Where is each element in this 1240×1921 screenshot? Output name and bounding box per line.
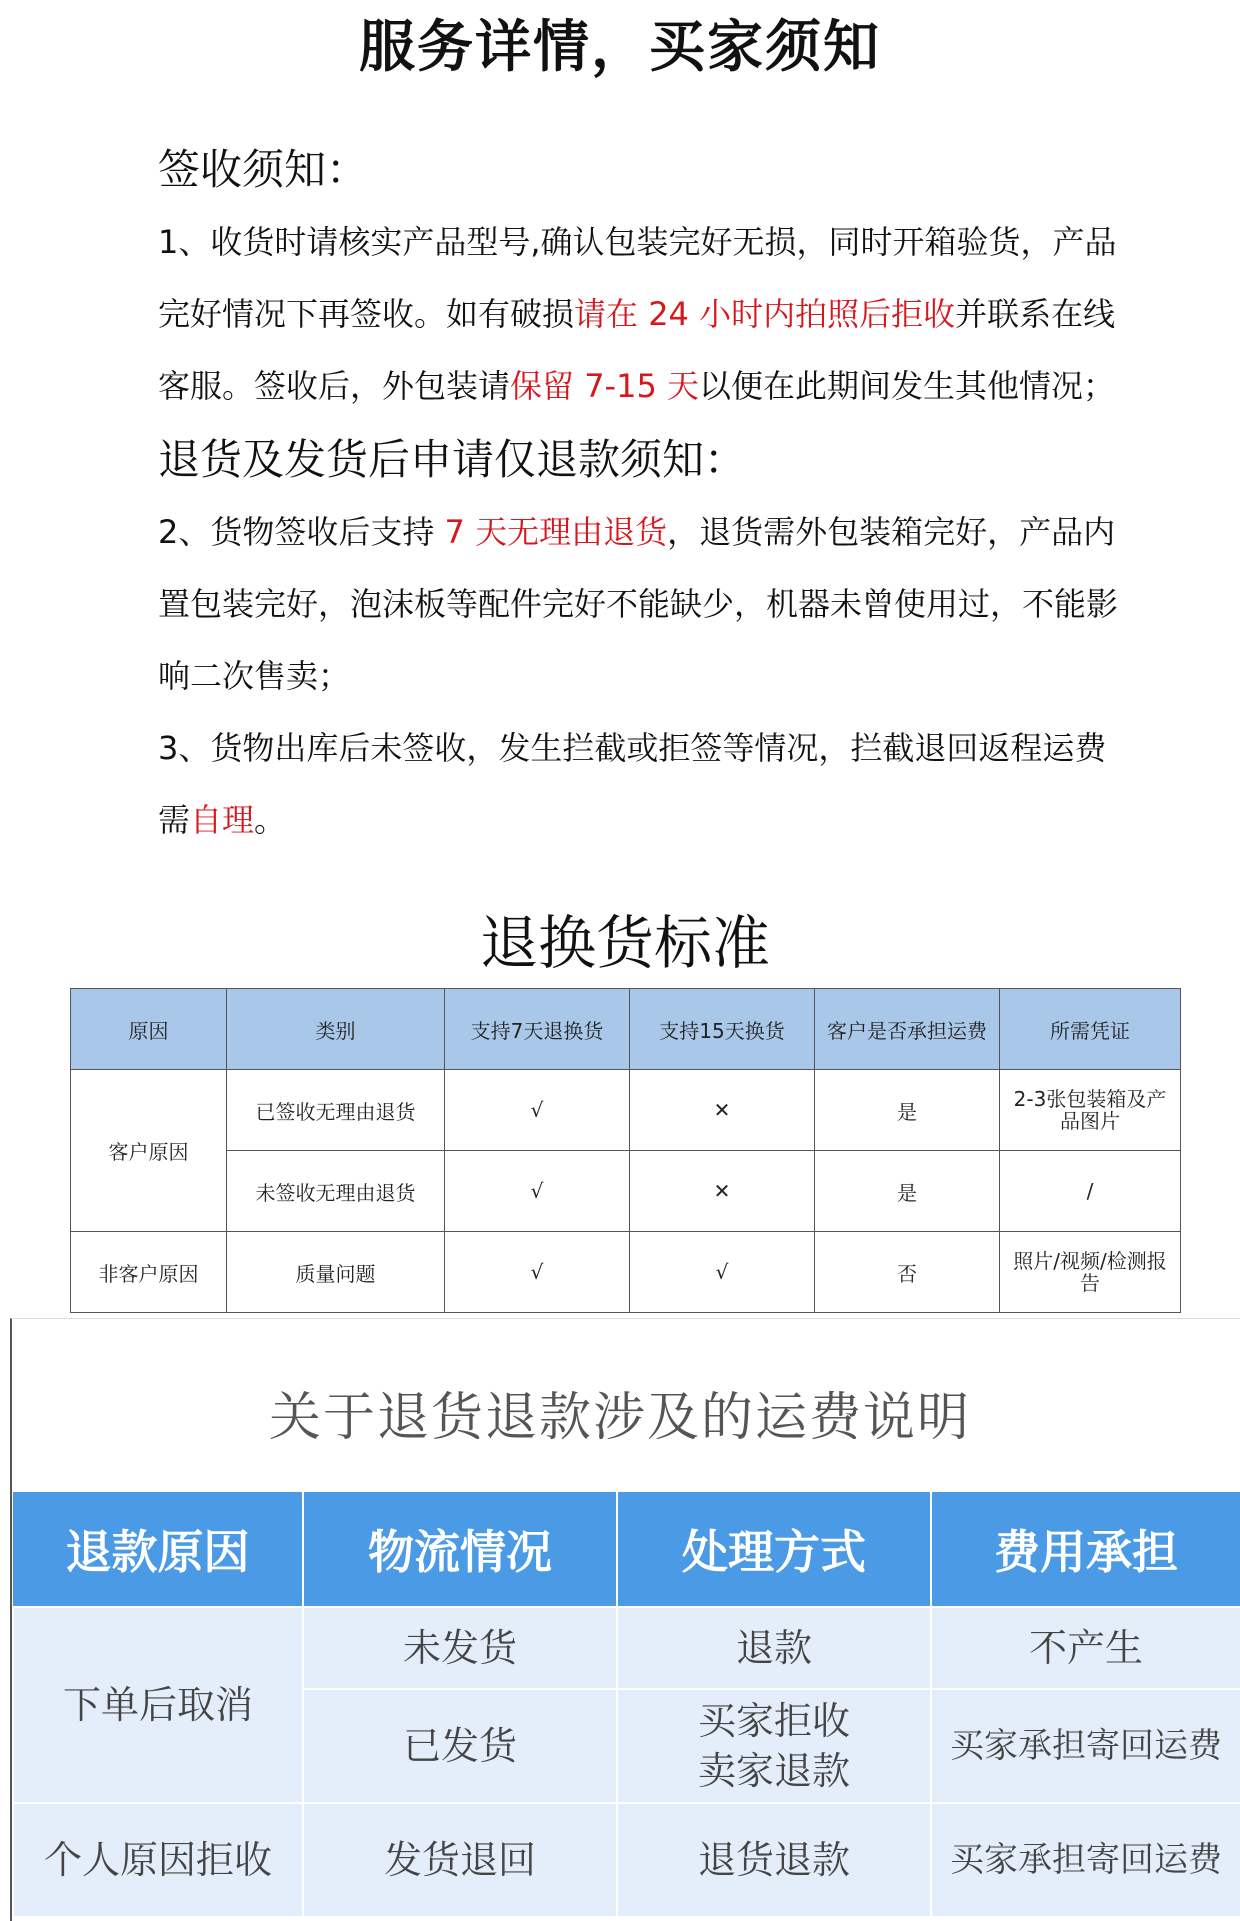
handling-cell: 退货退款: [617, 1803, 931, 1917]
receipt-notice-paragraph: [158, 206, 1118, 422]
header-cell: 类别: [227, 989, 445, 1070]
header-cell: 客户是否承担运费: [815, 989, 1000, 1070]
return-standard-title: 退换货标准: [479, 909, 770, 977]
cost-cell: 买家承担寄回运费: [931, 1803, 1240, 1917]
table-row: [71, 1151, 1181, 1232]
freight-explain-table: [12, 1492, 1240, 1918]
p3-text-b: 。: [254, 801, 287, 839]
handling-cell: [617, 1689, 931, 1803]
return-notice-section: [158, 430, 1118, 856]
table-row: [71, 1232, 1181, 1313]
return-notice-paragraph-2: [158, 496, 1118, 712]
reason-cell: 客户原因: [71, 1070, 227, 1232]
check-icon: √: [630, 1232, 815, 1313]
cost-cell: 买家承担寄回运费: [931, 1689, 1240, 1803]
reason-cell: 非客户原因: [71, 1232, 227, 1313]
logistics-cell: 已发货: [303, 1689, 617, 1803]
p2-text-a: 2、货物签收后支持: [158, 513, 445, 551]
return-notice-paragraph-3: [158, 712, 1118, 856]
cross-icon: ✕: [630, 1070, 815, 1151]
handling-line: 卖家退款: [697, 1749, 850, 1793]
header-cell: 支持7天退换货: [445, 989, 630, 1070]
refund-reason-cell: 下单后取消: [13, 1607, 303, 1803]
receipt-notice-heading: 签收须知：: [158, 145, 369, 194]
p3-highlight: 自理: [190, 801, 255, 839]
category-cell: 未签收无理由退货: [227, 1151, 445, 1232]
p1-text-b: 并联系在线客服。签收后，外包装请: [158, 295, 1116, 405]
logistics-cell: 未发货: [303, 1607, 617, 1689]
cross-icon: ✕: [630, 1151, 815, 1232]
handling-cell: 退款: [617, 1607, 931, 1689]
return-standard-table: [70, 988, 1181, 1313]
table-row: [13, 1607, 1240, 1689]
header-cell: 支持15天换货: [630, 989, 815, 1070]
p2-highlight: 7 天无理由退货: [444, 513, 668, 551]
header-cell: 所需凭证: [1000, 989, 1181, 1070]
page-title: 服务详情，买家须知: [359, 15, 881, 80]
p1-text-c: 以便在此期间发生其他情况；: [699, 367, 1116, 405]
table-row: [13, 1803, 1240, 1917]
handling-line: 买家拒收: [697, 1699, 850, 1743]
table-header-row: [13, 1492, 1240, 1607]
proof-cell: 照片/视频/检测报告: [1000, 1232, 1181, 1313]
check-icon: √: [445, 1232, 630, 1313]
table-row: [71, 1070, 1181, 1151]
freight-cell: 否: [815, 1232, 1000, 1313]
freight-cell: 是: [815, 1070, 1000, 1151]
logistics-cell: 发货退回: [303, 1803, 617, 1917]
p1-highlight-keep: 保留 7-15 天: [510, 367, 699, 405]
return-notice-heading: 退货及发货后申请仅退款须知：: [158, 435, 747, 484]
header-cell: 退款原因: [13, 1492, 303, 1607]
receipt-notice-section: [158, 140, 1118, 422]
cost-cell: 不产生: [931, 1607, 1240, 1689]
category-cell: 已签收无理由退货: [227, 1070, 445, 1151]
slash-icon: /: [1000, 1151, 1181, 1232]
refund-reason-cell: 个人原因拒收: [13, 1803, 303, 1917]
p3-text-a: 3、货物出库后未签收，发生拦截或拒签等情况，拦截退回返程运费需: [158, 729, 1107, 839]
freight-explain-title: 关于退货退款涉及的运费说明: [268, 1388, 971, 1448]
p1-text-a: 1、收货时请核实产品型号,确认包装完好无损，同时开箱验货，产品完好情况下再签收。如有破损: [158, 223, 1117, 333]
check-icon: √: [445, 1151, 630, 1232]
header-cell: 处理方式: [617, 1492, 931, 1607]
freight-cell: 是: [815, 1151, 1000, 1232]
header-cell: 物流情况: [303, 1492, 617, 1607]
header-cell: 原因: [71, 989, 227, 1070]
p2-text-b: ，退货需外包装箱完好，产品内置包装完好，泡沫板等配件完好不能缺少，机器未曾使用过，不能影响二次售卖；: [158, 513, 1119, 695]
category-cell: 质量问题: [227, 1232, 445, 1313]
proof-cell: 2-3张包装箱及产品图片: [1000, 1070, 1181, 1151]
check-icon: √: [445, 1070, 630, 1151]
table-header-row: [71, 989, 1181, 1070]
p1-highlight-reject: 请在 24 小时内拍照后拒收: [574, 295, 956, 333]
header-cell: 费用承担: [931, 1492, 1240, 1607]
